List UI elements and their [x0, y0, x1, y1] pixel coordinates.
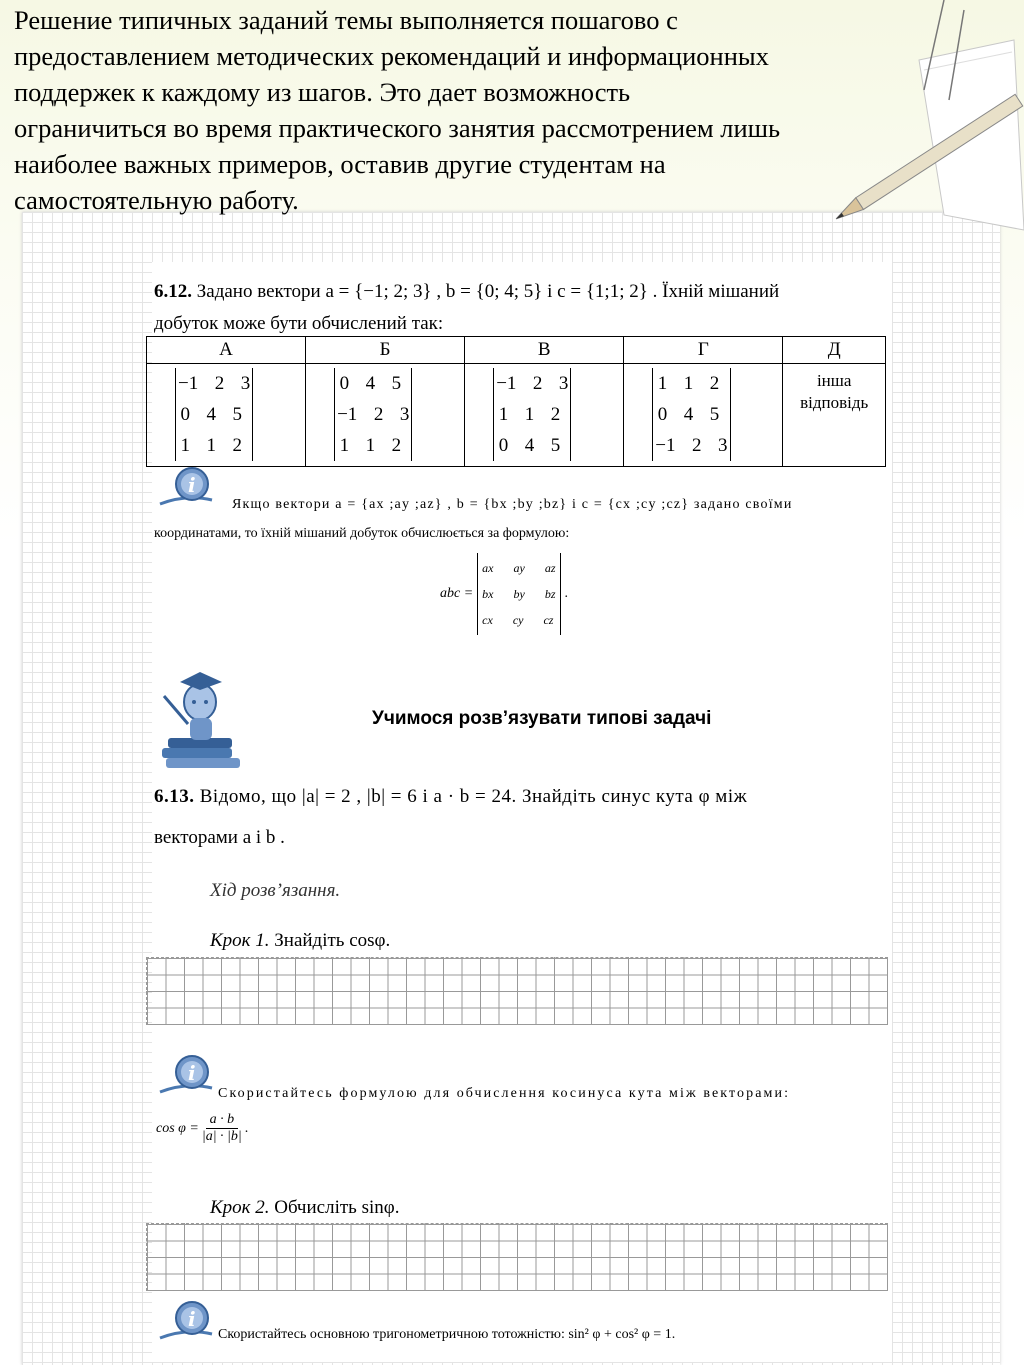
matrix-cell: 2	[709, 372, 720, 394]
answer-header: А	[147, 337, 306, 364]
svg-text:i: i	[188, 473, 196, 497]
answer-option-d	[783, 364, 886, 467]
matrix-cell: 1	[498, 403, 509, 425]
answer-header: Г	[624, 337, 783, 364]
other-answer-label: відповідь	[800, 393, 869, 412]
step-1-label: Крок 1.	[210, 930, 270, 951]
matrix-cell: −1	[178, 372, 199, 394]
formula-determinant	[477, 553, 560, 635]
determinant	[493, 368, 571, 461]
task-612-text: Задано вектори a = {−1; 2; 3} , b = {0; 4; 5} і c = {1;1; 2} . Їхній мішаний	[196, 281, 780, 302]
matrix-cell: 0	[657, 403, 668, 425]
student-mascot-icon	[154, 662, 250, 772]
matrix-cell: 1	[524, 403, 535, 425]
matrix-cell: 2	[550, 403, 561, 425]
answer-header: Д	[783, 337, 886, 364]
task-613-line-1: Відомо, що |a| = 2 , |b| = 6 і a · b = 24. Знайдіть синус кута φ між	[199, 786, 748, 807]
matrix-cell: 0	[339, 372, 350, 394]
answer-header: В	[465, 337, 624, 364]
matrix-cell: 5	[550, 434, 561, 456]
answer-header: Б	[306, 337, 465, 364]
section-title: Учимося розв’язувати типові задачі	[372, 708, 712, 729]
intro-line: ограничиться во время практического занятия рассмотрением лишь	[14, 113, 781, 143]
task-613-number: 6.13.	[154, 786, 195, 807]
info-icon	[158, 1052, 214, 1096]
matrix-cell: az	[544, 560, 556, 575]
intro-line: поддержек к каждому из шагов. Это дает возможность	[14, 77, 631, 107]
cosine-denominator: |a| · |b|	[201, 1129, 242, 1144]
matrix-cell: 1	[365, 434, 376, 456]
intro-text	[14, 2, 1014, 218]
hint-1-line-1: Якщо вектори a = {ax ;ay ;az} , b = {bx ;by ;bz} і c = {cx ;cy ;cz} задано своїми	[232, 497, 793, 512]
matrix-cell: 2	[692, 434, 702, 456]
intro-line: самостоятельную работу.	[14, 185, 299, 215]
step-2-label: Крок 2.	[210, 1197, 270, 1218]
hint-1-line-2: координатами, то їхній мішаний добуток обчислюється за формулою:	[154, 526, 570, 541]
solution-label: Хід розв’язання.	[210, 880, 341, 901]
matrix-cell: 0	[180, 403, 190, 425]
answer-grid-step-1[interactable]	[146, 957, 888, 1025]
intro-line: предоставлением методических рекомендаций и информационных	[14, 41, 769, 71]
matrix-cell: ay	[513, 560, 525, 575]
determinant	[334, 368, 412, 461]
matrix-cell: 4	[683, 403, 694, 425]
step-1-text: Знайдіть cosφ.	[274, 930, 391, 951]
answer-option-b	[306, 364, 465, 467]
answer-option-v	[465, 364, 624, 467]
matrix-cell: 1	[206, 434, 216, 456]
hint-3-text: Скористайтесь основною тригонометричною тотожністю: sin² φ + cos² φ = 1.	[218, 1327, 676, 1342]
matrix-cell: 3	[718, 434, 728, 456]
cosine-formula-lhs: cos φ =	[156, 1120, 199, 1136]
matrix-cell: −1	[655, 434, 676, 456]
step-1	[210, 930, 390, 952]
cosine-fraction	[202, 1112, 242, 1145]
matrix-cell: 1	[339, 434, 350, 456]
matrix-cell: 1	[180, 434, 190, 456]
matrix-cell: 5	[709, 403, 720, 425]
matrix-cell: ax	[482, 560, 494, 575]
matrix-cell: bz	[544, 586, 556, 601]
task-612-text-2: добуток може бути обчислений так:	[154, 313, 444, 334]
cosine-numerator: a · b	[206, 1112, 239, 1129]
step-2	[210, 1197, 399, 1219]
matrix-cell: cx	[482, 612, 493, 627]
determinant	[175, 368, 253, 461]
matrix-cell: 0	[498, 434, 509, 456]
answer-table	[146, 336, 886, 467]
matrix-cell: 4	[365, 372, 376, 394]
matrix-cell: 4	[524, 434, 535, 456]
answer-grid-step-2[interactable]	[146, 1223, 888, 1291]
matrix-cell: 5	[232, 403, 242, 425]
svg-text:i: i	[188, 1307, 196, 1331]
task-612-number: 6.12.	[154, 281, 192, 302]
intro-line: наиболее важных примеров, оставив другие студентам на	[14, 149, 666, 179]
svg-text:i: i	[188, 1061, 196, 1085]
matrix-cell: by	[513, 586, 525, 601]
matrix-cell: −1	[496, 372, 517, 394]
answer-option-a	[147, 364, 306, 467]
matrix-cell: 4	[206, 403, 216, 425]
answer-option-g	[624, 364, 783, 467]
task-613-statement	[154, 786, 747, 808]
formula-lhs: abc =	[440, 586, 474, 601]
intro-line: Решение типичных заданий темы выполняется пошагово с	[14, 5, 678, 35]
step-2-text: Обчисліть sinφ.	[274, 1197, 400, 1218]
cosine-formula-end: .	[244, 1120, 249, 1136]
matrix-cell: 2	[373, 403, 384, 425]
matrix-cell: 2	[214, 372, 225, 394]
task-612-statement	[154, 281, 779, 303]
matrix-cell: 2	[232, 434, 242, 456]
other-answer-label: інша	[816, 371, 852, 390]
determinant	[652, 368, 730, 461]
matrix-cell: 3	[558, 372, 569, 394]
matrix-cell: 5	[391, 372, 402, 394]
matrix-cell: 3	[399, 403, 410, 425]
matrix-cell: 2	[532, 372, 543, 394]
matrix-cell: 2	[391, 434, 402, 456]
hint-2-text: Скористайтесь формулою для обчислення косинуса кута між векторами:	[218, 1086, 791, 1101]
matrix-cell: 1	[683, 372, 694, 394]
info-icon	[158, 464, 214, 508]
matrix-cell: 3	[240, 372, 251, 394]
task-613-line-2: векторами a і b .	[154, 827, 285, 848]
matrix-cell: bx	[482, 586, 494, 601]
info-icon	[158, 1298, 214, 1342]
mixed-product-formula	[440, 553, 568, 635]
matrix-cell: cz	[543, 612, 554, 627]
formula-end: .	[564, 586, 568, 601]
matrix-cell: 1	[657, 372, 668, 394]
cosine-formula	[156, 1112, 248, 1145]
matrix-cell: cy	[512, 612, 524, 627]
matrix-cell: −1	[337, 403, 358, 425]
